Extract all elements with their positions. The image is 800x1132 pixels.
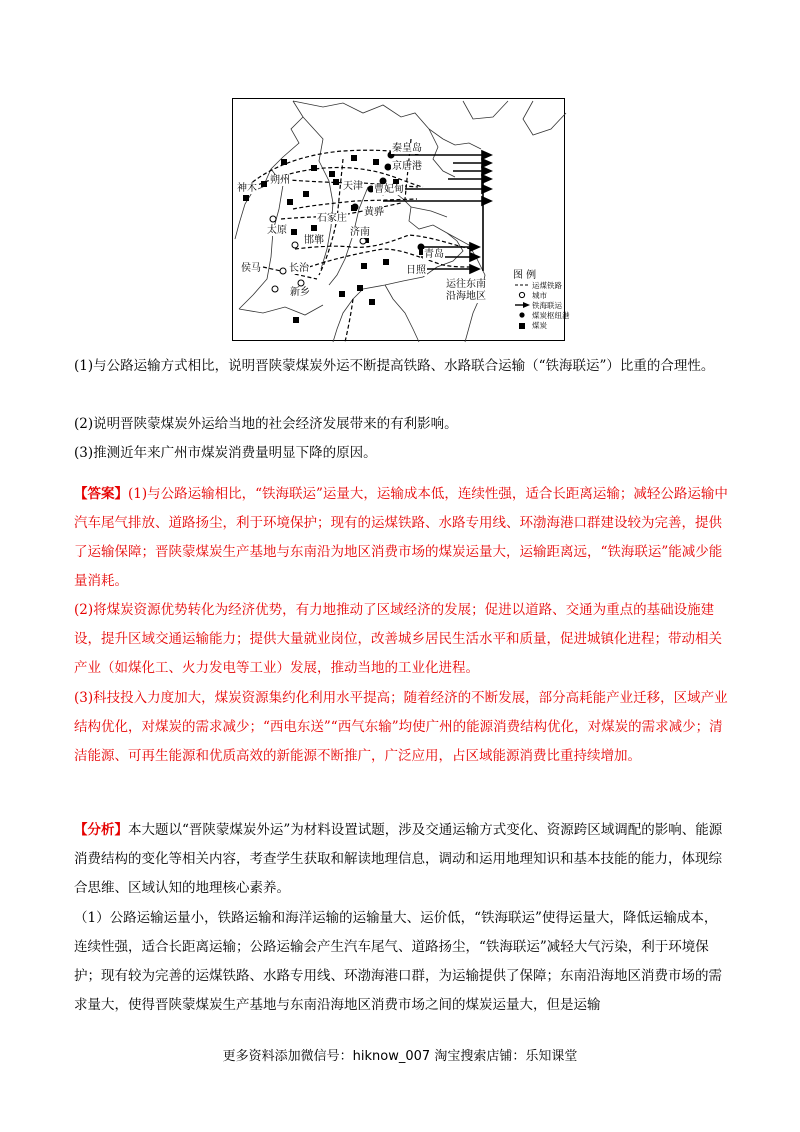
city-label-tianjin: 天津 [343,181,363,192]
destination-label: 运往东南沿海地区 [445,279,491,303]
page-footer: 更多资料添加微信号：hiknow_007 淘宝搜索店铺：乐知课堂 [222,1049,578,1064]
answer-1-text: (1)与公路运输相比，“铁海联运”运量大，运输成本低，连续性强，适合长距离运输；减轻公路运输中汽车尾气排放、道路扬尘，利于环境保护；现有的运煤铁路、水路专用线、环渤海港口群建设较为完善，提供了运输保障；晋陕蒙煤炭生产基地与东南沿为地区消费市场的煤炭运量大，运输距离远，“铁海联运”能减少能量消耗。 [74,486,728,589]
question-3: (3)推测近年来广州市煤炭消费量明显下降的原因。 [74,445,377,461]
city-label-taiyuan: 太原 [267,225,287,236]
analysis-text: 本大题以“晋陕蒙煤炭外运”为材料设置试题，涉及交通运输方式变化、资源跨区域调配的影响、能源消费结构的变化等相关内容，考查学生获取和解读地理信息，调动和运用地理知识和基本技能的能力，体现综合思维、区域认知的地理核心素养。 [74,822,723,896]
analysis-part-1: （1）公路运输运量小，铁路运输和海洋运输的运输量大、运价低，“铁海联运”使得运量大，降低运输成本，连续性强，适合长距离运输；公路运输会产生汽车尾气、道路扬尘，“铁海联运”减轻大气污染，利于环境保护；现有较为完善的运煤铁路、水路专用线、环渤海港口群，为运输提供了保障；东南沿海地区消费市场的需求量大，使得晋陕蒙煤炭生产基地与东南沿海地区消费市场之间的煤炭运量大，但是运输 [74,910,722,1013]
legend-title: 图 例 [513,270,537,281]
question-2: (2)说明晋陕蒙煤炭外运给当地的社会经济发展带来的有利影响。 [74,416,458,432]
answer-tag: 【答案】 [74,486,128,502]
city-label-jinan: 济南 [350,227,370,238]
legend-coal: 煤炭 [532,321,547,330]
city-label-caofeidian: 曹妃甸 [374,184,404,195]
coal-transport-map [232,98,570,341]
legend-port: 煤炭枢纽港 [532,311,570,320]
answer-1 [74,480,728,596]
city-label-houma: 侯马 [241,263,261,274]
city-label-shijiazhuang: 石家庄 [317,213,347,224]
city-label-rizhao: 日照 [406,265,426,276]
answer-2: (2)将煤炭资源优势转化为经济优势，有力地推动了区域经济的发展；促进以道路、交通为重点的基础设施建设，提升区域交通运输能力；提供大量就业岗位，改善城乡居民生活水平和质量，促进城镇化进程；带动相关产业（如煤化工、火力发电等工业）发展，推动当地的工业化进程。 [74,602,722,676]
legend-railway: 运煤铁路 [532,281,562,290]
city-label-jingtang: 京唐港 [392,161,422,172]
city-label-shuozhou: 朔州 [270,175,290,186]
city-label-huanghua: 黄骅 [364,207,384,218]
legend-city: 城市 [532,291,547,300]
city-label-handan: 邯郸 [304,235,324,246]
answer-3: (3)科技投入力度加大，煤炭资源集约化利用水平提高；随着经济的不断发展，部分高耗能产业迁移，区域产业结构优化，对煤炭的需求减少；“西电东送”“西气东输”均使广州的能源消费结构优化，对煤炭的需求减少；清洁能源、可再生能源和优质高效的新能源不断推广，广泛应用，占区域能源消费比重持续增加。 [74,690,728,764]
question-1: (1)与公路运输方式相比，说明晋陕蒙煤炭外运不断提高铁路、水路联合运输（“铁海联运”）比重的合理性。 [74,358,715,374]
legend-rail-sea: 铁海联运 [532,301,562,310]
city-label-xinxiang: 新乡 [290,287,310,298]
city-label-shenmu: 神木 [237,183,257,194]
analysis-tag: 【分析】 [74,822,128,838]
city-label-changzhi: 长治 [289,263,309,274]
city-label-qingdao: 青岛 [424,249,444,260]
analysis [74,816,728,903]
city-label-qinhuangdao: 秦皇岛 [392,143,422,154]
